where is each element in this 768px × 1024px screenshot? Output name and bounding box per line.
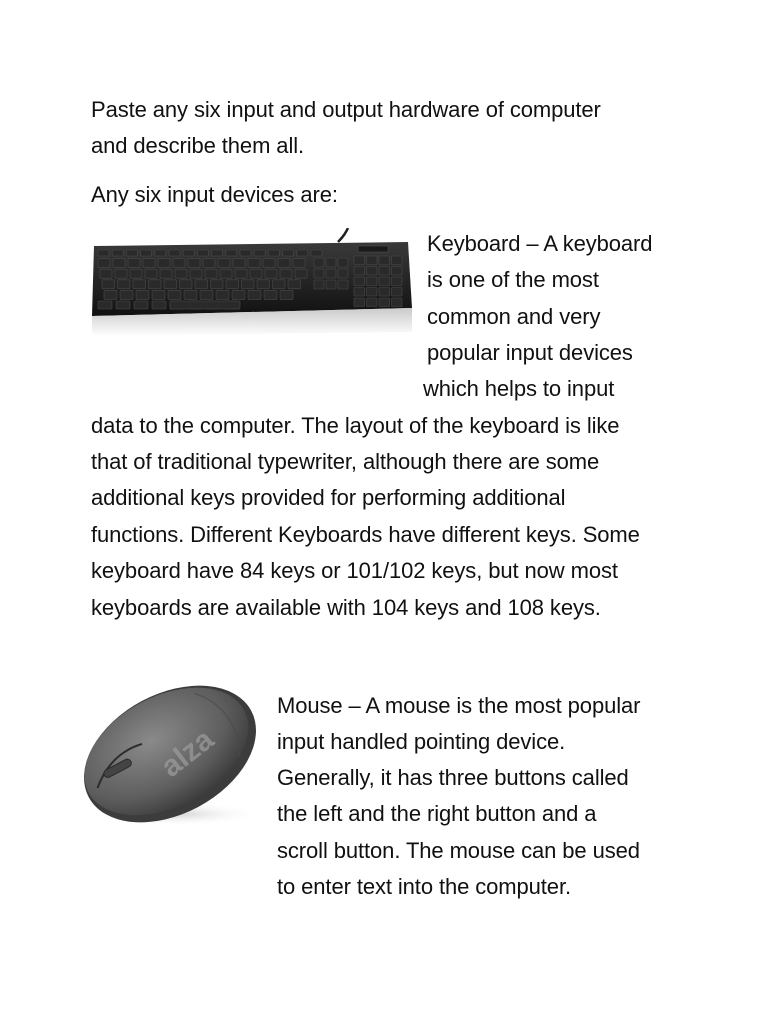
keyboard-key [102, 280, 115, 289]
keyboard-key [116, 301, 130, 309]
keyboard-key [184, 290, 197, 299]
keyboard-key [152, 301, 166, 309]
keyboard-key [392, 298, 403, 307]
keyboard-key [195, 280, 208, 289]
keyboard-key [268, 250, 279, 256]
mouse-line-3: Generally, it has three buttons called [277, 765, 629, 790]
keyboard-key [354, 267, 365, 276]
keyboard-key [112, 250, 123, 256]
keyboard-key [354, 298, 365, 307]
keyboard-key [392, 267, 403, 276]
keyboard-key [143, 259, 155, 268]
keyboard-key [136, 290, 149, 299]
keyboard-key [240, 250, 251, 256]
heading-line-2: and describe them all. [91, 133, 305, 158]
keyboard-key [115, 269, 127, 278]
keyboard-key [280, 269, 292, 278]
keyboard-key [130, 269, 142, 278]
keyboard-key [183, 250, 194, 256]
keyboard-key [104, 290, 117, 299]
mouse-line-1: Mouse – A mouse is the most popular [277, 693, 641, 718]
keyboard-key [295, 269, 307, 278]
keyboard-key [379, 277, 390, 286]
keyboard-key [218, 259, 230, 268]
keyboard-key [392, 256, 403, 265]
keyboard-key [190, 269, 202, 278]
keyboard-key [233, 259, 245, 268]
keyboard-paragraph-line-2: that of traditional typewriter, although there are some [91, 449, 600, 474]
keyboard-key [120, 290, 133, 299]
keyboard-key [133, 280, 146, 289]
keyboard-spacebar [170, 301, 240, 309]
mouse-line-2: input handled pointing device. [277, 729, 566, 754]
mouse-line-6: to enter text into the computer. [277, 874, 571, 899]
keyboard-key [232, 290, 245, 299]
keyboard-key [200, 290, 213, 299]
keyboard-key [314, 258, 324, 267]
keyboard-key [257, 280, 270, 289]
keyboard-key [145, 269, 157, 278]
keyboard-key [118, 280, 131, 289]
keyboard-key [149, 280, 162, 289]
keyboard-key [242, 280, 255, 289]
keyboard-image [90, 228, 414, 338]
keyboard-key [338, 258, 348, 267]
keyboard-illustration [90, 228, 414, 338]
keyboard-key [265, 269, 277, 278]
keyboard-key [392, 277, 403, 286]
keyboard-key [367, 256, 378, 265]
heading-line-1: Paste any six input and output hardware of computer [91, 97, 601, 122]
keyboard-key [248, 290, 261, 299]
keyboard-key [160, 269, 172, 278]
keyboard-key [158, 259, 170, 268]
keyboard-key [226, 250, 237, 256]
keyboard-paragraph-line-4: functions. Different Keyboards have different keys. Some [91, 522, 640, 547]
keyboard-paragraph-line-1: data to the computer. The layout of the keyboard is like [91, 413, 620, 438]
keyboard-key [98, 259, 110, 268]
keyboard-key [314, 280, 324, 289]
keyboard-key [367, 277, 378, 286]
mouse-line-5: scroll button. The mouse can be used [277, 838, 640, 863]
keyboard-key [98, 301, 112, 309]
mouse-brand-text: alza [154, 722, 220, 784]
keyboard-key [212, 250, 223, 256]
keyboard-key [263, 259, 275, 268]
keyboard-key [354, 288, 365, 297]
keyboard-key [155, 250, 166, 256]
mouse-illustration [70, 672, 270, 832]
keyboard-key [226, 280, 239, 289]
keyboard-key [293, 259, 305, 268]
keyboard-key [211, 280, 224, 289]
keyboard-key [367, 267, 378, 276]
keyboard-key [188, 259, 200, 268]
keyboard-key [367, 298, 378, 307]
keyboard-side-line-1: Keyboard – A keyboard [427, 231, 653, 256]
mouse-image [70, 672, 270, 832]
mouse-line-4: the left and the right button and a [277, 801, 597, 826]
keyboard-key [134, 301, 148, 309]
keyboard-key [264, 290, 277, 299]
keyboard-key [168, 290, 181, 299]
keyboard-key [250, 269, 262, 278]
keyboard-key [326, 258, 336, 267]
keyboard-key [152, 290, 165, 299]
keyboard-key [126, 250, 137, 256]
keyboard-key [288, 280, 301, 289]
keyboard-key [379, 267, 390, 276]
keyboard-key [220, 269, 232, 278]
keyboard-key [216, 290, 229, 299]
keyboard-key [379, 298, 390, 307]
keyboard-paragraph-line-3: additional keys provided for performing additional [91, 485, 566, 510]
keyboard-key [180, 280, 193, 289]
keyboard-key [203, 259, 215, 268]
keyboard-key [175, 269, 187, 278]
keyboard-key [379, 288, 390, 297]
keyboard-key [367, 288, 378, 297]
keyboard-key [98, 250, 109, 256]
keyboard-key [273, 280, 286, 289]
keyboard-key [254, 250, 265, 256]
keyboard-key [338, 280, 348, 289]
keyboard-key [379, 256, 390, 265]
keyboard-key [169, 250, 180, 256]
keyboard-paragraph-line-6: keyboards are available with 104 keys and 108 keys. [91, 595, 601, 620]
keyboard-key [113, 259, 125, 268]
keyboard-side-line-5: which helps to input [423, 376, 615, 401]
keyboard-key [128, 259, 140, 268]
keyboard-key [141, 250, 152, 256]
keyboard-key [338, 269, 348, 278]
keyboard-key [354, 256, 365, 265]
keyboard-side-line-3: common and very [427, 304, 601, 329]
keyboard-key [280, 290, 293, 299]
keyboard-key [278, 259, 290, 268]
keyboard-key [205, 269, 217, 278]
keyboard-key [100, 269, 112, 278]
subheading: Any six input devices are: [91, 182, 338, 207]
keyboard-key [197, 250, 208, 256]
keyboard-key [326, 269, 336, 278]
keyboard-key [297, 250, 308, 256]
keyboard-key [392, 288, 403, 297]
keyboard-key [283, 250, 294, 256]
keyboard-key [248, 259, 260, 268]
keyboard-key [164, 280, 177, 289]
keyboard-key [173, 259, 185, 268]
keyboard-key [311, 250, 322, 256]
keyboard-key [314, 269, 324, 278]
keyboard-key [354, 277, 365, 286]
keyboard-key [235, 269, 247, 278]
keyboard-paragraph-line-5: keyboard have 84 keys or 101/102 keys, but now most [91, 558, 618, 583]
keyboard-side-line-4: popular input devices [427, 340, 633, 365]
keyboard-key [326, 280, 336, 289]
keyboard-side-line-2: is one of the most [427, 267, 599, 292]
